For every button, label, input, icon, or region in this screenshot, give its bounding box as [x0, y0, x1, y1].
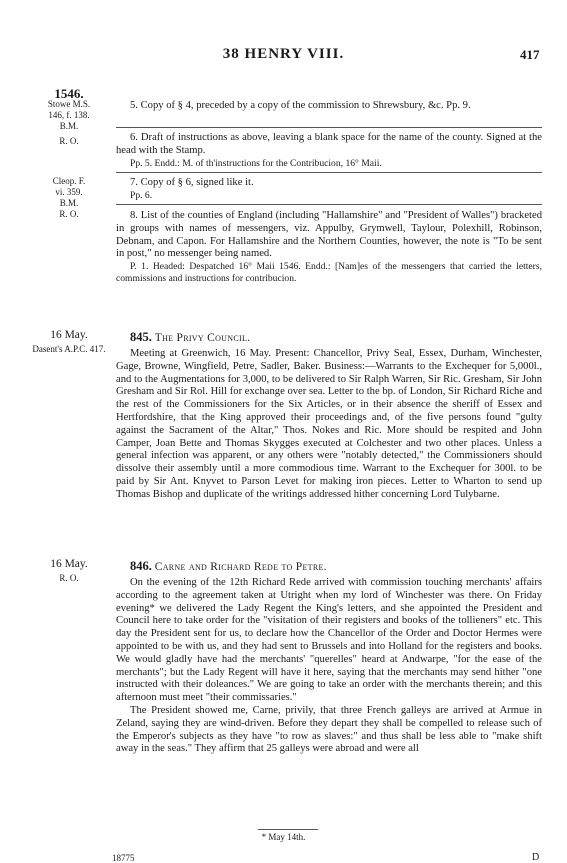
item-7 [116, 177, 542, 202]
item-5 [116, 100, 542, 113]
print-reference: 18775 [112, 853, 135, 863]
margin-source: 146, f. 138. [48, 110, 90, 120]
margin-source: R. O. [59, 136, 79, 146]
entry-number: 845. [130, 330, 152, 344]
entry-body: The President showed me, Carne, privily, that three French galleys are arrived at Armue in Zeland, saying they are wind-driven. Before they depart they shall be compelled to release such of the Emperor's subjects as they have "to row as slaves:" and thus shall be less able to "make shift away in the seas." They affirm that 25 galleys were abroad and were all [116, 704, 542, 755]
page-number: 417 [520, 47, 540, 62]
entry-body: Meeting at Greenwich, 16 May. Present: Chancellor, Privy Seal, Essex, Durham, Winchester, Gage, Browne, Wingfield, Petre, Sadler, Baker. Business:—Warrants to the Exchequer for 5,000l., and to the Augmentations for 3,000, to be delivered to Sir Ralph Warren, Sir Ric. Gresham, Sir John Gresham and Sir Rol. Hill for exchange over sea. Letter to the bp. of London, Sir Richard Riche and the rest of the Commissioners for the Six Articles, or in their absence the sheriff of Essex and Hertfordshire, that the King approved their proceedings and, of the five persons found "gulty against the Sacrament of the Altar," Thos. Nokes and Ric. More should be respited and John Camper, Joan Bette and Thomas Skygges executed at Colchester and two other places. Unless a general infection was apparent, or any others were "notably detected," the Commissioners should dissolve their assembly until a more commodious time. Warrant to the Exchequer for 300l. to be paid by Sir Ant. Knyvet to Parson Levet for making iron pieces. Letter to Wharton to send up Thomas Bishop and duplicate of the writings addressed hither concerning Lord Tulybarne. [116, 348, 542, 500]
signature-mark: D [532, 852, 540, 863]
entry-number: 846. [130, 559, 152, 573]
divider [116, 127, 542, 128]
item-text: 5. Copy of § 4, preceded by a copy of the commission to Shrewsbury, &c. Pp. 9. [130, 100, 471, 111]
divider [116, 204, 542, 205]
item-text: 7. Copy of § 6, signed like it. [130, 177, 254, 188]
margin-source: B.M. [59, 121, 79, 131]
footnote: * May 14th. [261, 832, 306, 842]
item-text: 6. Draft of instructions as above, leaving a blank space for the name of the county. Signed at the head with the Stamp. [116, 132, 542, 156]
margin-note-4 [30, 559, 108, 584]
margin-year: 1546. [54, 86, 84, 101]
margin-source: R. O. [59, 573, 79, 583]
margin-note-2 [30, 176, 108, 220]
margin-note-1 [30, 88, 108, 147]
item-note: Pp. 5. Endd.: M. of th'instructions for the Contribucion, 16° Maii. [130, 157, 382, 169]
entry-body: On the evening of the 12th Richard Rede arrived with commission touching merchants' affairs according to the agreement taken at Utright when my lord of Winchester was there. On Friday evening* we delivered the Lady Regent the King's letters, and she appointed the President and Council here to take order for the "visitation of their registers and books of the tollieners" etc. This day the President sent for us, to declare how the Chancellor of the Order and Doctor Hermes were appointed to be with us, and they had sent to Brussels and into Holland for the registers and books. We would gladly have had the merchants' "querelles" heard at Andwarpe, "for the ease of the merchants"; but the Lady Regent will have it here, saying that the merchants may send hither "one instructed with their doleances." We are going to take an order with the merchants therein; and this afternoon must meet "their commissaries." [116, 577, 542, 704]
entry-846 [116, 560, 542, 756]
margin-source: Cleop. F. [52, 176, 86, 186]
margin-source: B.M. [59, 198, 79, 208]
entry-title: The Privy Council. [154, 332, 251, 344]
footnote-rule [258, 829, 318, 830]
entry-heading [116, 560, 542, 574]
margin-source: R. O. [59, 209, 79, 219]
entry-845 [116, 331, 542, 502]
item-6 [116, 132, 542, 170]
item-note: P. 1. Headed: Despatched 16° Maii 1546. Endd.: [Nam]es of the messengers that carried the letters, commissions and instructions for contribucion. [116, 261, 542, 285]
margin-date: 16 May. [50, 329, 88, 341]
margin-note-3 [30, 330, 108, 355]
entry-heading [116, 331, 542, 345]
entry-title: Carne and Richard Rede to Petre. [154, 561, 327, 573]
divider [116, 172, 542, 173]
margin-source: Dasent's A.P.C. 417. [32, 344, 106, 354]
margin-source: vi. 359. [55, 187, 83, 197]
running-head: 38 HENRY VIII. [222, 46, 345, 62]
margin-date: 16 May. [50, 558, 88, 570]
item-text: 8. List of the counties of England (including "Hallamshire" and "President of Walles") bracketed in groups with names of messengers, viz. Appulby, Grymwell, Taylour, Polexhill, Robinson, Debnam, and Capon. For Hallamshire and the Northern Counties, however, the note is "To be sent in post," no messenger being named. [116, 210, 542, 260]
item-note: Pp. 6. [130, 189, 153, 201]
margin-source: Stowe M.S. [47, 99, 91, 109]
item-8 [116, 210, 542, 285]
